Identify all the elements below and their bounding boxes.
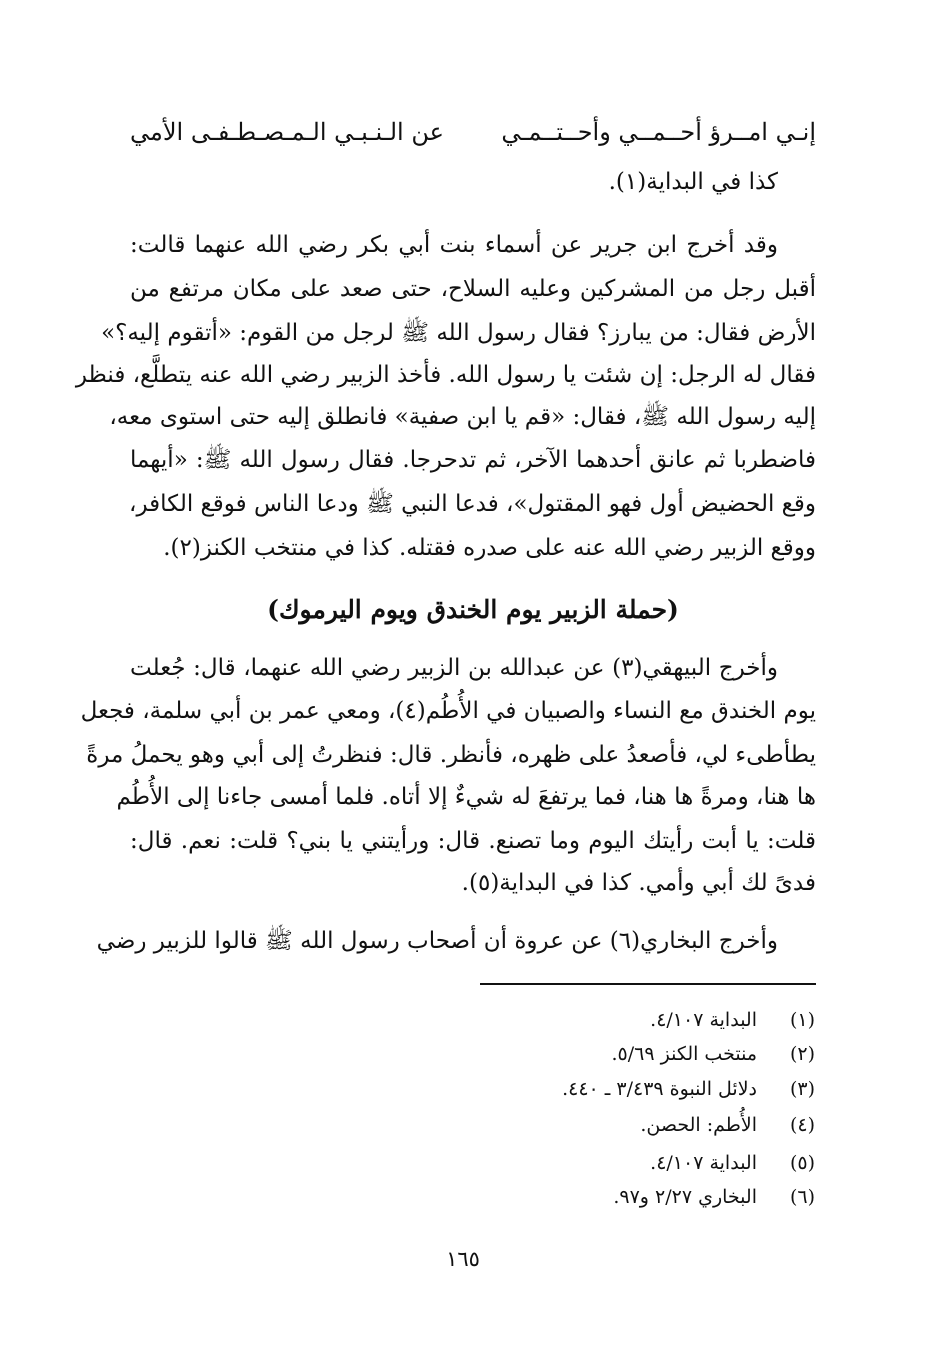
footnote [300, 1148, 815, 1178]
footnote [300, 1039, 815, 1069]
text-line: وأخرج البخاري(٦) عن عروة أن أصحاب رسول الله ﷺ قالوا للزبير رضي [96, 928, 778, 954]
footnote [300, 1005, 815, 1035]
footnote-number: (٥) [789, 1152, 815, 1174]
footnote-number: (٣) [789, 1078, 815, 1100]
text-line: وقد أخرج ابن جرير عن أسماء بنت أبي بكر رضي الله عنهما قالت: [130, 232, 778, 258]
text-line: الأرض فقال: من يبارز؟ فقال رسول الله ﷺ لرجل من القوم: «أتقوم إليه؟» [101, 320, 816, 346]
page-number: ١٦٥ [446, 1247, 480, 1271]
footnote [300, 1074, 815, 1104]
verse-second-hemistich: عن الـنـبـي الـمـصـطـفـى الأمي [130, 118, 444, 146]
text-line: وأخرج البيهقي(٣) عن عبدالله بن الزبير رضي الله عنهما، قال: جُعلت [130, 655, 778, 681]
footnote-text: دلائل النبوة ٣/٤٣٩ ـ ٤٤٠. [562, 1078, 757, 1100]
footnote-number: (٦) [789, 1186, 815, 1208]
footnote-text: الأُطم: الحصن. [640, 1114, 757, 1136]
text-line: ووقع الزبير رضي الله عنه على صدره فقتله. كذا في منتخب الكنز(٢). [163, 535, 816, 561]
footnote-text: البخاري ٢/٢٧ و٩٧. [613, 1186, 757, 1208]
footnote-text: منتخب الكنز ٥/٦٩. [611, 1043, 757, 1065]
text-line: وقع الحضيض أول فهو المقتول»، فدعا النبي ﷺ ودعا الناس فوقع الكافر، [129, 491, 816, 517]
footnote-number: (١) [789, 1009, 815, 1031]
footnote [300, 1182, 815, 1212]
text-line: فاضطربا ثم عانق أحدهما الآخر، ثم تدحرجا. فقال رسول الله ﷺ: «أيهما [130, 447, 816, 473]
poem-verse [130, 112, 816, 152]
footnote [300, 1110, 815, 1140]
text-line: أقبل رجل من المشركين وعليه السلاح، حتى صعد على مكان مرتفع من [130, 276, 816, 302]
text-line: يطأطىء لي، فأصعدُ على ظهره، فأنظر. قال: فنظرتُ إلى أبي وهو يحملُ مرةً [86, 742, 816, 768]
text-line: ها هنا، ومرةً ها هنا، فما يرتفعَ له شيءٌ إلا أتاه. فلما أمسى جاءنا إلى الأُطُم [116, 784, 816, 810]
text-line: كذا في البداية(١). [608, 169, 778, 195]
text-line: قلت: يا أبت رأيتك اليوم وما تصنع. قال: ورأيتني يا بني؟ قلت: نعم. قال: [130, 828, 816, 854]
text-line: فدىً لك أبي وأمي. كذا في البداية(٥). [461, 870, 816, 896]
verse-first-hemistich: إنـي امــرؤ أحــمــي وأحــتــمـي [501, 118, 816, 146]
text-line: إليه رسول الله ﷺ، فقال: «قم يا ابن صفية» فانطلق إليه حتى استوى معه، [109, 404, 816, 430]
footnote-number: (٤) [789, 1114, 815, 1136]
footnote-text: البداية ٤/١٠٧. [650, 1152, 757, 1174]
text-line: فقال له الرجل: إن شئت يا رسول الله. فأخذ الزبير رضي الله عنه يتطلَّع، فنظر [75, 362, 816, 388]
text-line: يوم الخندق مع النساء والصبيان في الأُطُم(٤)، ومعي عمر بن أبي سلمة، فجعل [80, 698, 816, 724]
footnote-number: (٢) [789, 1043, 815, 1065]
section-heading: (حملة الزبير يوم الخندق ويوم اليرموك) [267, 595, 679, 624]
footnote-separator [480, 983, 816, 985]
footnote-text: البداية ٤/١٠٧. [650, 1009, 757, 1031]
